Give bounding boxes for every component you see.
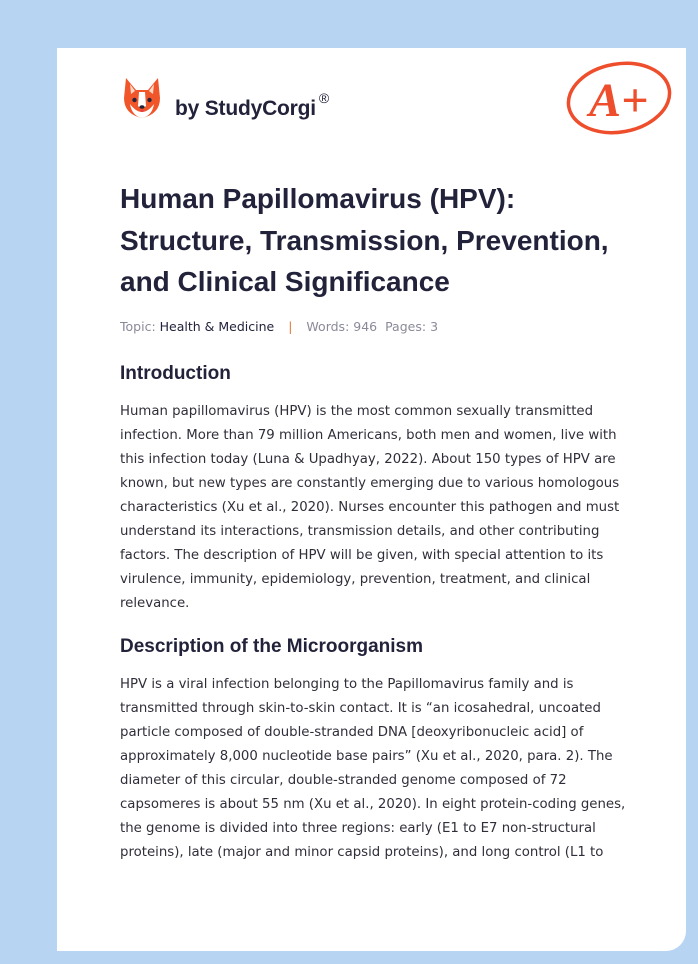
section-body-description: HPV is a viral infection belonging to the Papillomavirus family and is transmitted through skin-to-skin contact. It is “an icosahedral, uncoated particle composed of double-stranded DNA [deoxyribonucleic acid] of approximately 8,000 nucleotide base pairs” (Xu et al., 2020, para. 2). The diameter of this circular, double-stranded genome composed of 72 capsomeres is about 55 nm (Xu et al., 2020). In eight protein-coding genes, the genome is divided into three regions: early (E1 to E7 non-structural proteins), late (major and minor capsid proteins), and long control (L1 to	[120, 676, 626, 860]
pages-value: 3	[430, 318, 439, 334]
section-body-introduction: Human papillomavirus (HPV) is the most common sexually transmitted infection. More than 79 million Americans, both men and women, live with this infection today (Luna & Upadhyay, 2022). About 150 types of HPV are known, but new types are constantly emerging due to various homologous characteristics (Xu et al., 2020). Nurses encounter this pathogen and must understand its interactions, transmission details, and other contributing factors. The description of HPV will be given, with special attention to its virulence, immunity, epidemiology, prevention, treatment, and clinical relevance.	[120, 403, 620, 611]
brand-text: by StudyCorgi	[175, 97, 316, 120]
registered-mark: ®	[318, 90, 330, 106]
document-meta	[120, 319, 629, 334]
document-page	[57, 48, 686, 951]
topic-label: Topic:	[120, 318, 156, 334]
corgi-logo-icon	[122, 76, 162, 120]
document-title: Human Papillomavirus (HPV): Structure, Transmission, Prevention, and Clinical Significance	[120, 183, 609, 297]
grade-text: A+	[589, 74, 649, 127]
words-label: Words:	[306, 318, 350, 334]
section-heading-description: Description of the Microorganism	[120, 635, 423, 657]
section-heading-introduction: Introduction	[120, 362, 231, 384]
meta-separator: |	[288, 318, 293, 334]
brand-name[interactable]	[175, 90, 330, 121]
words-value: 946	[353, 318, 378, 334]
topic-value[interactable]: Health & Medicine	[159, 318, 275, 334]
a-plus-grade-icon	[563, 58, 675, 138]
header	[120, 48, 649, 148]
pages-label: Pages:	[385, 318, 427, 334]
